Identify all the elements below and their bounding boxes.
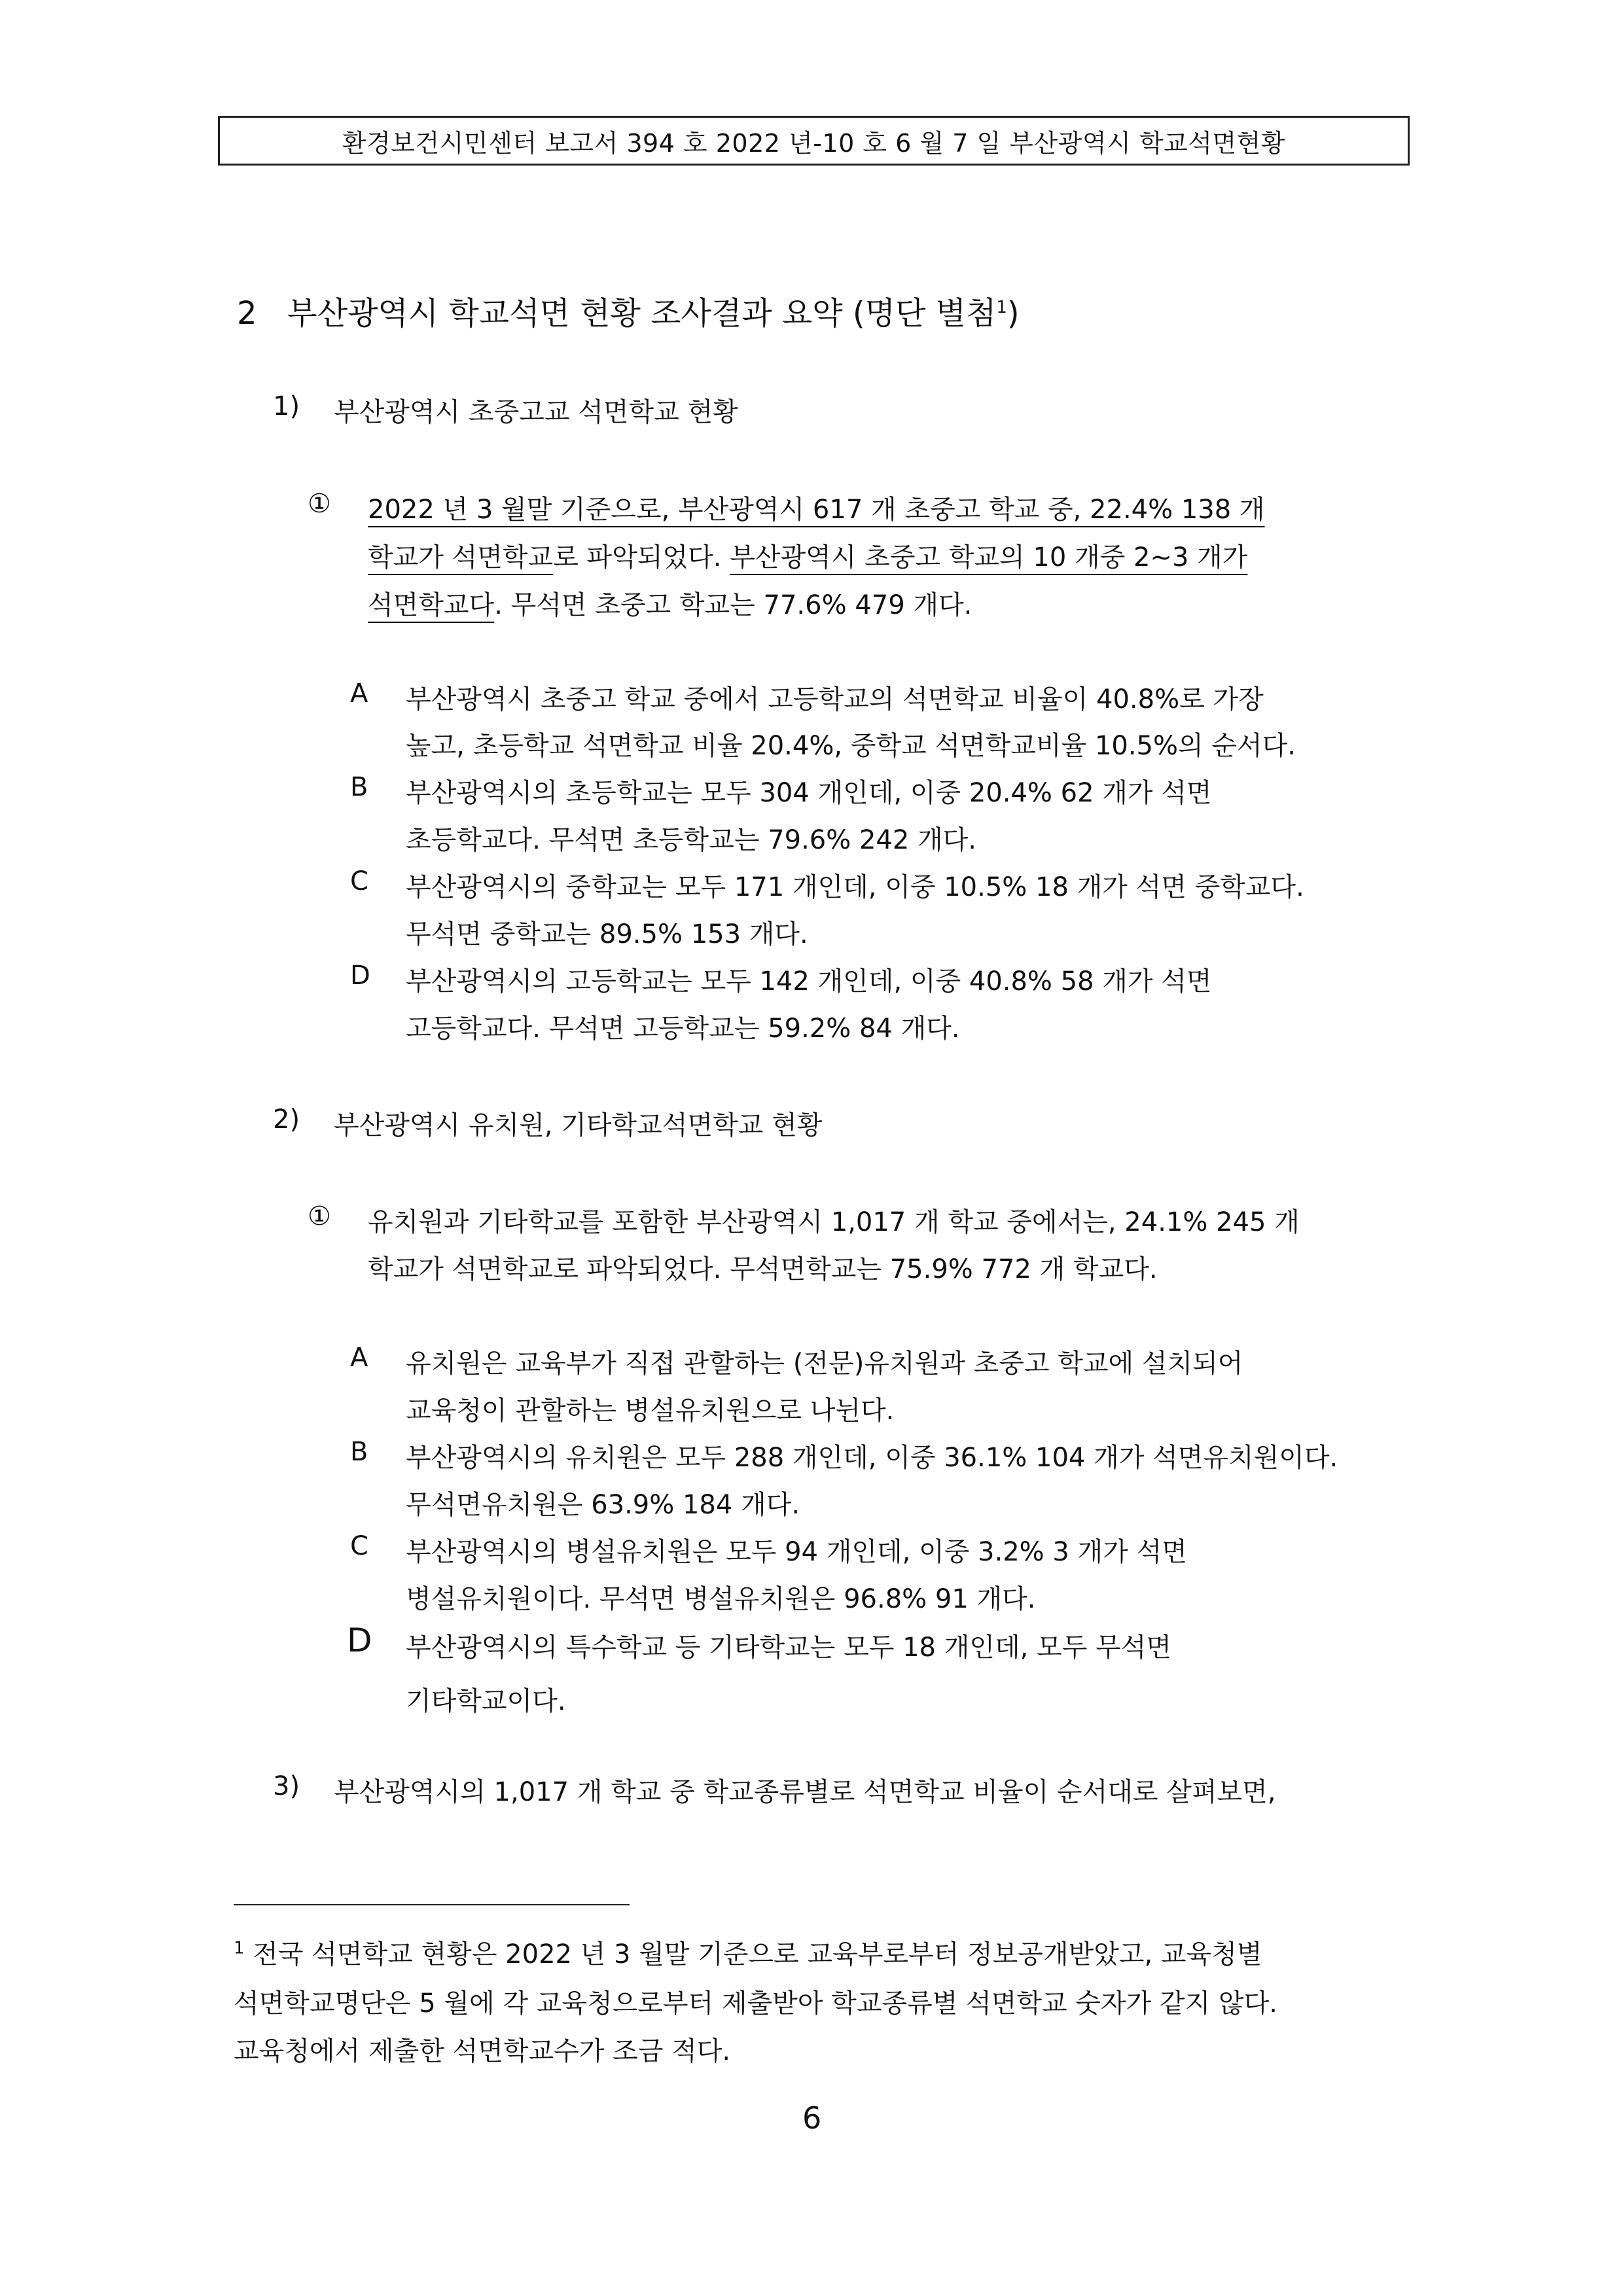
part2-item-d-line2: 기타학교이다. — [406, 1686, 566, 1716]
footnote-line1 — [234, 1934, 1262, 1971]
part1-item-c-marker: C — [350, 866, 368, 896]
part2-para-line2: 학교가 석면학교로 파악되었다. 무석면학교는 75.9% 772 개 학교다. — [368, 1254, 1158, 1284]
part2-title: 부산광역시 유치원, 기타학교석면학교 현황 — [334, 1110, 823, 1140]
part2-item-d-line1: 부산광역시의 특수학교 등 기타학교는 모두 18 개인데, 모두 무석면 — [406, 1633, 1171, 1663]
part1-bullet: ① — [308, 489, 331, 519]
part1-item-b-marker: B — [350, 772, 368, 802]
report-header-text: 환경보건시민센터 보고서 394 호 2022 년-10 호 6 월 7 일 부산광역시 학교석면현황 — [342, 128, 1286, 158]
part1-item-d-line1: 부산광역시의 고등학교는 모두 142 개인데, 이중 40.8% 58 개가 석면 — [406, 966, 1212, 997]
part2-item-a-line1: 유치원은 교육부가 직접 관할하는 (전문)유치원과 초중고 학교에 설치되어 — [406, 1349, 1243, 1379]
part1-label: 1) — [273, 391, 300, 421]
part3-label: 3) — [273, 1771, 300, 1801]
part1-item-b-line2: 초등학교다. 무석면 초등학교는 79.6% 242 개다. — [406, 825, 977, 855]
section-title-text: 부산광역시 학교석면 현황 조사결과 요약 (명단 별첨 — [287, 295, 997, 332]
part1-item-c-line2: 무석면 중학교는 89.5% 153 개다. — [406, 919, 808, 949]
section-title — [237, 288, 1020, 333]
part2-label: 2) — [273, 1104, 300, 1135]
section-number: 2 — [237, 295, 257, 332]
part1-para-line2-underlined-b: 부산광역시 초중고 학교의 10 개중 2~3 개가 — [730, 542, 1248, 573]
part2-bullet: ① — [308, 1201, 331, 1231]
footnote-number: 1 — [234, 1938, 245, 1958]
part2-item-a-marker: A — [350, 1343, 368, 1373]
part1-para-line2-underlined: 학교가 석면학교 — [368, 542, 554, 573]
part1-item-a-marker: A — [350, 679, 368, 709]
part1-para-line3 — [368, 584, 972, 622]
part1-item-d-line2: 고등학교다. 무석면 고등학교는 59.2% 84 개다. — [406, 1014, 960, 1044]
part2-item-d-marker: D — [347, 1621, 372, 1659]
part1-para-line2-plain: 로 파악되었다. — [553, 542, 730, 573]
part3-title: 부산광역시의 1,017 개 학교 중 학교종류별로 석면학교 비율이 순서대로 살펴보면, — [334, 1777, 1276, 1807]
part1-para-line3-underlined: 석면학교다 — [368, 590, 495, 620]
footnote-reference[interactable]: 1 — [996, 298, 1007, 317]
part2-item-c-line1: 부산광역시의 병설유치원은 모두 94 개인데, 이중 3.2% 3 개가 석면 — [406, 1537, 1187, 1567]
part1-item-b-line1: 부산광역시의 초등학교는 모두 304 개인데, 이중 20.4% 62 개가 석면 — [406, 778, 1212, 808]
part1-title: 부산광역시 초중고교 석면학교 현황 — [334, 397, 738, 427]
part2-para-line1: 유치원과 기타학교를 포함한 부산광역시 1,017 개 학교 중에서는, 24.1% 245 개 — [368, 1207, 1300, 1237]
part2-item-b-line2: 무석면유치원은 63.9% 184 개다. — [406, 1490, 800, 1520]
part2-item-b-line1: 부산광역시의 유치원은 모두 288 개인데, 이중 36.1% 104 개가 석면유치원이다. — [406, 1443, 1338, 1473]
part1-para-line2 — [368, 537, 1247, 574]
part2-item-a-line2: 교육청이 관할하는 병설유치원으로 나뉜다. — [406, 1396, 895, 1426]
footnote-line1-text: 전국 석면학교 현황은 2022 년 3 월말 기준으로 교육부로부터 정보공개받았고, 교육청별 — [253, 1939, 1262, 1969]
footnote-divider — [234, 1904, 630, 1905]
footnote-line3: 교육청에서 제출한 석면학교수가 조금 적다. — [234, 2036, 731, 2066]
footnote-line2: 석면학교명단은 5 월에 각 교육청으로부터 제출받아 학교종류별 석면학교 숫자가 같지 않다. — [234, 1988, 1277, 2019]
part1-item-c-line1: 부산광역시의 중학교는 모두 171 개인데, 이중 10.5% 18 개가 석면 중학교다. — [406, 872, 1304, 902]
section-title-close: ) — [1007, 295, 1020, 332]
page-number: 6 — [802, 2100, 822, 2136]
part2-item-b-marker: B — [350, 1437, 368, 1467]
part1-item-a-line1: 부산광역시 초중고 학교 중에서 고등학교의 석면학교 비율이 40.8%로 가장 — [406, 684, 1264, 715]
part1-item-a-line2: 높고, 초등학교 석면학교 비율 20.4%, 중학교 석면학교비율 10.5%의 순서다. — [406, 731, 1296, 761]
part2-item-c-line2: 병설유치원이다. 무석면 병설유치원은 96.8% 91 개다. — [406, 1584, 1036, 1614]
part1-para-line1: 2022 년 3 월말 기준으로, 부산광역시 617 개 초중고 학교 중, 22.4% 138 개 — [368, 495, 1265, 525]
part1-item-d-marker: D — [350, 961, 370, 991]
report-header — [218, 116, 1410, 166]
part1-para-line3-plain: . 무석면 초중고 학교는 77.6% 479 개다. — [494, 590, 972, 620]
part2-item-c-marker: C — [350, 1531, 368, 1561]
